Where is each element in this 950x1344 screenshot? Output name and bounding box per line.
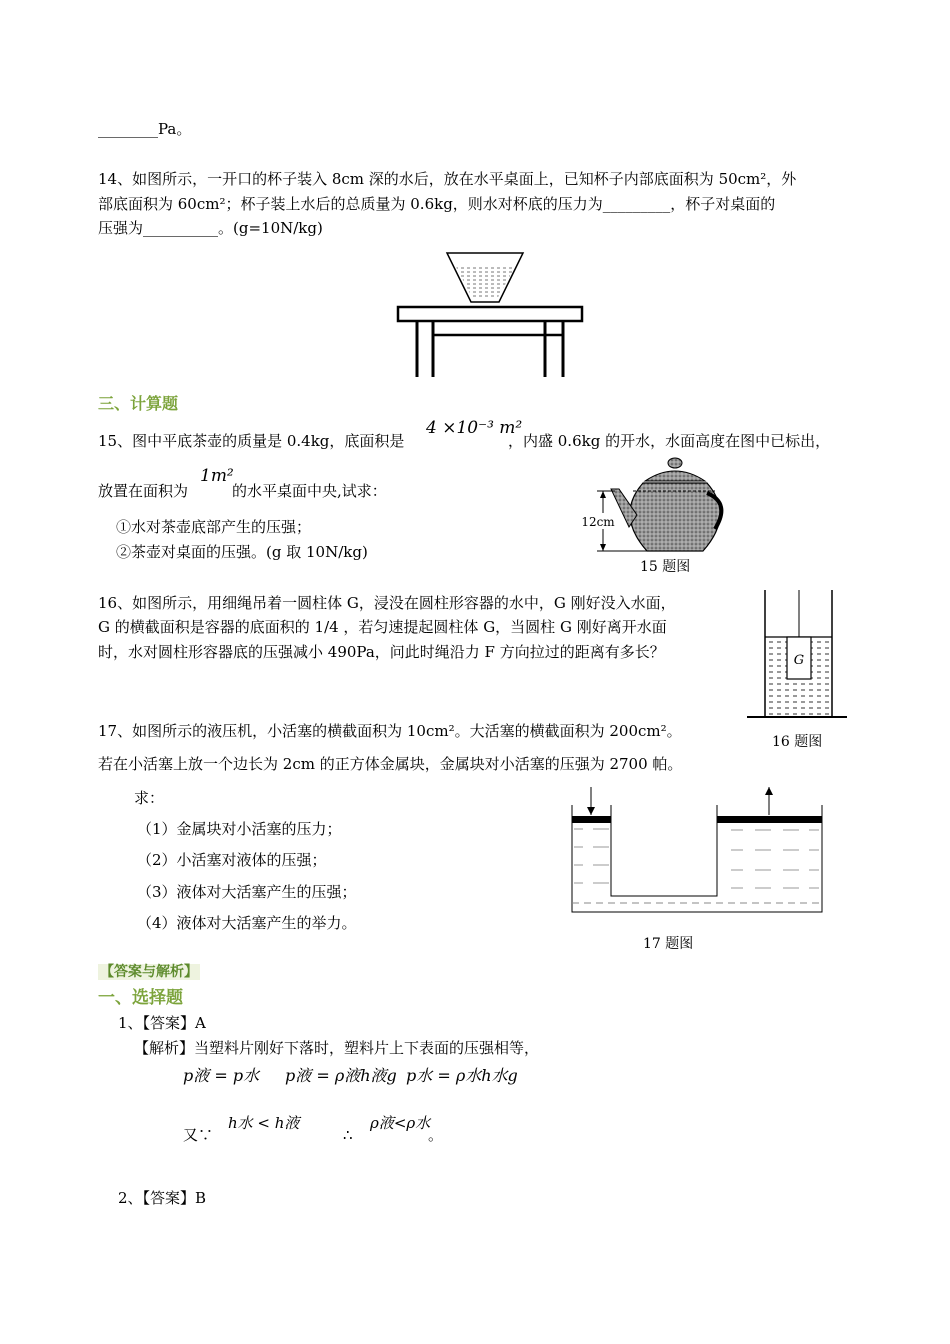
teapot-figure (575, 455, 735, 557)
arrow-up-icon (765, 787, 773, 795)
teapot-knob (668, 458, 682, 468)
small-piston (572, 816, 611, 823)
q16-line-3: 时，水对圆柱形容器底的压强减小 490Pa，问此时绳沿力 F 方向拉过的距离有多长？ (98, 643, 665, 661)
q17-item-1: （1）金属块对小活塞的压力； (137, 820, 342, 838)
q15-line-2b: 的水平桌面中央,试求： (232, 482, 387, 500)
q17-caption: 17 题图 (643, 936, 694, 952)
eq-p-equal: p液 = p水 (183, 1066, 260, 1085)
q17-item-3: （3）液体对大活塞产生的压强； (137, 883, 357, 901)
height-condition: h水 < h液 (228, 1114, 300, 1132)
eq-p-water: p水 = ρ水h水g (406, 1066, 518, 1085)
answer-1: 1、【答案】A (118, 1014, 206, 1032)
q15-line-1a: 15、图中平底茶壶的质量是 0.4kg，底面积是 (98, 432, 405, 450)
cylinder-container-figure (745, 585, 850, 720)
cylinder-g-label: G (793, 653, 805, 668)
q15-item-2: ②茶壶对桌面的压强。(g 取 10N/kg) (116, 543, 368, 561)
arrow-down-icon (600, 544, 606, 551)
eq-p-liquid: p液 = ρ液h液g (285, 1066, 397, 1085)
answer-2: 2、【答案】B (118, 1189, 207, 1207)
teapot-body (630, 483, 720, 551)
answers-header: 【答案与解析】 (100, 964, 198, 980)
press-inner-wall (611, 805, 717, 896)
density-result: ρ液<ρ水 (370, 1114, 431, 1132)
q13-tail: ________Pa。 (98, 120, 192, 138)
section-calc-heading: 三、计算题 (98, 394, 179, 413)
therefore-symbol: ∴ (343, 1126, 353, 1144)
q17-item-4: （4）液体对大活塞产生的举力。 (137, 914, 357, 932)
q15-area-expression: 4 ×10⁻³ m² (426, 418, 523, 438)
q15-caption: 15 题图 (640, 559, 691, 575)
cup-water (455, 265, 516, 299)
fluid-dashes-right (731, 830, 819, 888)
q14-line-1: 14、如图所示，一开口的杯子装入 8cm 深的水后，放在水平桌面上，已知杯子内部底面积为 50cm²，外 (98, 170, 797, 188)
result-period: 。 (428, 1126, 444, 1144)
q17-line-2: 若在小活塞上放一个边长为 2cm 的正方体金属块，金属块对小活塞的压强为 2700 帕。 (98, 755, 683, 773)
q16-caption: 16 题图 (772, 734, 823, 750)
q15-item-1: ①水对茶壶底部产生的压强； (116, 518, 312, 536)
q15-table-area: 1m² (200, 466, 234, 486)
q15-line-2a: 放置在面积为 (98, 482, 189, 500)
because-symbol: 又∵ (183, 1126, 214, 1144)
q15-line-1b: ，内盛 0.6kg 的开水，水面高度在图中已标出， (508, 432, 831, 450)
q14-line-2: 部底面积为 60cm²；杯子装上水后的总质量为 0.6kg，则水对杯底的压力为_________，杯子对桌面的 (98, 195, 776, 213)
large-piston (717, 816, 822, 823)
table-top (398, 307, 582, 321)
q17-line-1: 17、如图所示的液压机，小活塞的横截面积为 10cm²。大活塞的横截面积为 200cm²。 (98, 722, 682, 740)
answer-1-analysis: 【解析】当塑料片刚好下落时，塑料片上下表面的压强相等， (134, 1039, 540, 1057)
q14-line-3: 压强为__________。(g=10N/kg) (98, 219, 323, 237)
q17-ask: 求： (134, 789, 165, 807)
arrow-up-icon (600, 491, 606, 498)
arrow-down-icon (587, 807, 595, 815)
q17-item-2: （2）小活塞对液体的压强； (137, 851, 327, 869)
section-choice-heading: 一、选择题 (98, 988, 183, 1008)
cup-table-figure (395, 250, 585, 380)
hydraulic-press-figure (565, 775, 830, 920)
teapot-lid (645, 471, 705, 481)
teapot-height-label: 12cm (581, 515, 615, 529)
q16-line-2: G 的横截面积是容器的底面积的 1/4 ，若匀速提起圆柱体 G，当圆柱 G 刚好离开水面 (98, 618, 667, 636)
q16-line-1: 16、如图所示，用细绳吊着一圆柱体 G，浸没在圆柱形容器的水中，G 刚好没入水面， (98, 594, 676, 612)
fluid-dashes-left (574, 829, 609, 883)
